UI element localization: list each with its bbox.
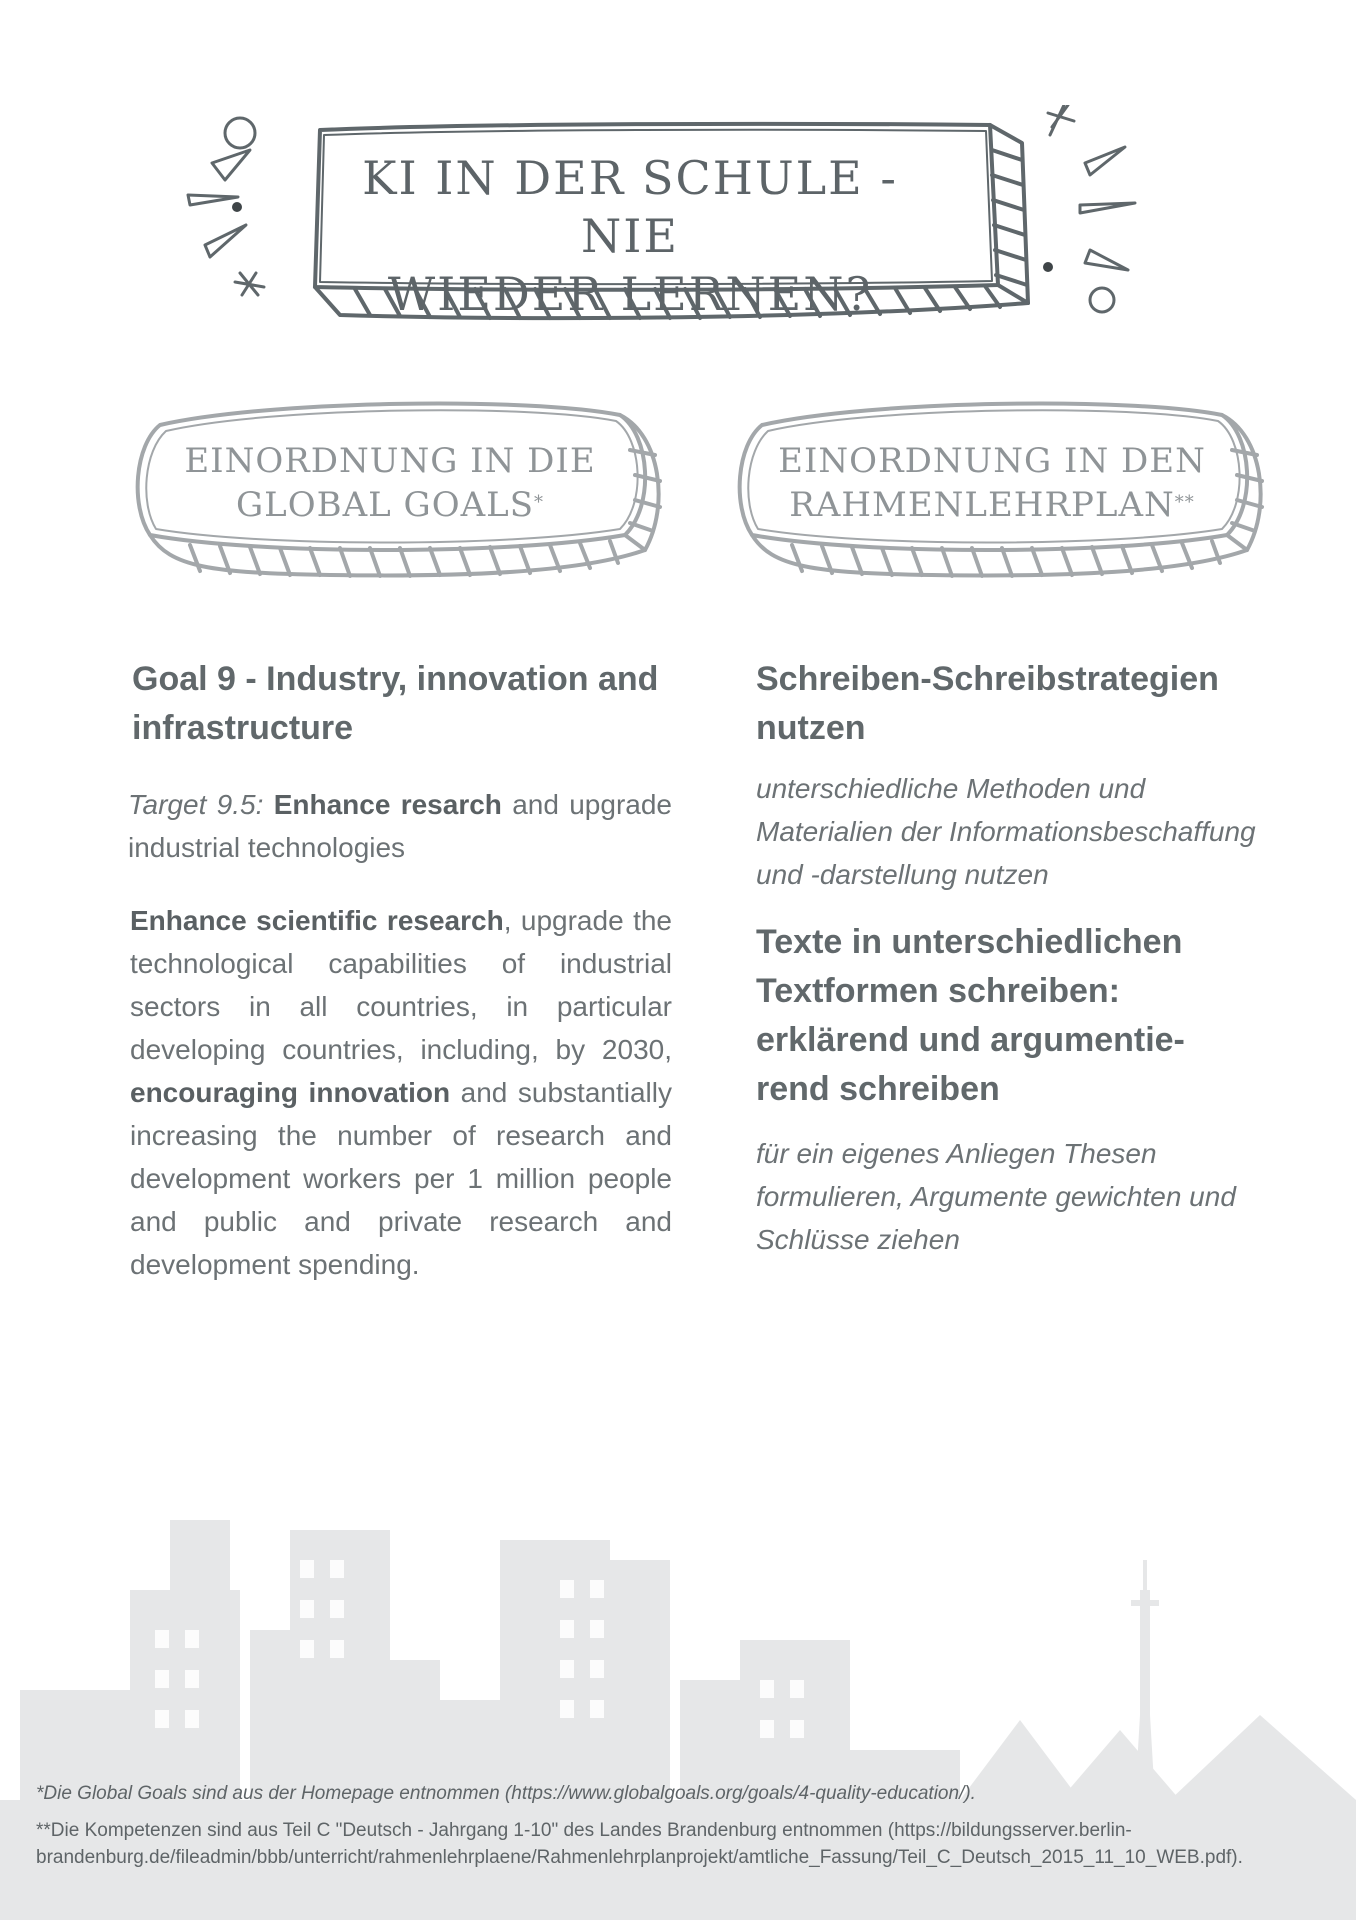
goal-paragraph bbox=[130, 899, 672, 1286]
badge-right-label bbox=[772, 439, 1212, 527]
title-line-1: KI IN DER SCHULE - NIE bbox=[362, 151, 898, 263]
goal-bold-2: encouraging innovation bbox=[130, 1077, 451, 1108]
badge-left-line-1: EINORDNUNG IN DIE bbox=[184, 441, 596, 481]
competence-desc-1: unterschiedliche Methoden und Materialien der Informationsbeschaffung und -darstellung nutzen bbox=[756, 773, 1256, 890]
goal-text-2: and substantially increasing the number of research and development workers per 1 million people and public and private research and development spending. bbox=[130, 1077, 672, 1280]
badge-right-line-2: RAHMENLEHRPLAN bbox=[789, 485, 1175, 525]
goal-bold-1: Enhance scientific research bbox=[130, 905, 504, 936]
badge-left-label bbox=[170, 439, 610, 527]
footnote-global-goals: *Die Global Goals sind aus der Homepage entnommen (https://www.globalgoals.org/goals/4-quality-education/). bbox=[36, 1783, 976, 1804]
target-bold: Enhance resarch bbox=[273, 789, 502, 820]
goal-text-1: , upgrade the technological capabilities of industrial sectors in all countries, in particular developing countries, including, by 2030, bbox=[130, 905, 672, 1065]
page-title bbox=[350, 149, 910, 323]
badge-right-mark: ** bbox=[1174, 492, 1195, 513]
badge-right-line-1: EINORDNUNG IN DEN bbox=[778, 441, 1206, 481]
rahmenlehrplan-column bbox=[756, 655, 1256, 1261]
target-paragraph bbox=[128, 783, 672, 869]
badge-left-mark: * bbox=[534, 492, 544, 513]
badge-left-line-2: GLOBAL GOALS bbox=[236, 485, 534, 525]
competence-heading-2: Texte in unterschiedlichen Textformen schreiben: erklärend und argumentie-rend schreiben bbox=[756, 923, 1185, 1108]
global-goals-column bbox=[128, 655, 672, 1286]
goal-heading: Goal 9 - Industry, innovation and infrastructure bbox=[132, 660, 659, 747]
title-line-2: WIEDER LERNEN? bbox=[387, 267, 873, 321]
badge-rahmenlehrplan bbox=[732, 395, 1272, 585]
target-prefix: Target 9.5: bbox=[128, 789, 264, 820]
title-banner bbox=[180, 105, 1160, 345]
footnote-rahmenlehrplan: **Die Kompetenzen sind aus Teil C "Deutsch - Jahrgang 1-10" des Landes Brandenburg entnommen (https://bildungsserver.berlin-brandenburg.de/fileadmin/bbb/unterricht/rahmenlehrplaene/Rahmenlehrplanprojekt/amtliche_Fassung/Teil_C_Deutsch_2015_11_10_WEB.pdf). bbox=[36, 1820, 1243, 1868]
competence-desc-2: für ein eigenes Anliegen Thesen formulieren, Argumente gewichten und Schlüsse ziehen bbox=[756, 1138, 1236, 1255]
target-rest: and upgrade industrial technologies bbox=[128, 789, 672, 863]
badge-global-goals bbox=[130, 395, 670, 585]
competence-heading-1: Schreiben-Schreibstrategien nutzen bbox=[756, 660, 1219, 747]
footnotes bbox=[36, 1780, 1326, 1871]
